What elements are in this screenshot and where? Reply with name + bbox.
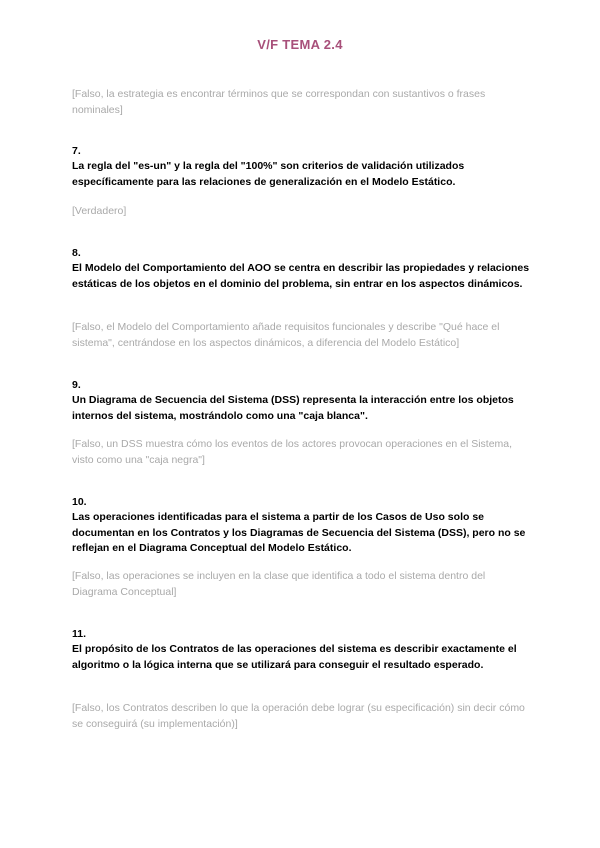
answer-8: [Falso, el Modelo del Comportamiento añade requisitos funcionales y describe "Qué hace el sistema", centrándose en los aspectos dinámicos, a diferencia del Modelo Estático] bbox=[72, 321, 500, 349]
answer-10: [Falso, las operaciones se incluyen en la clase que identifica a todo el sistema dentro del Diagrama Conceptual] bbox=[72, 570, 486, 598]
question-number-7: 7. bbox=[72, 145, 81, 157]
question-number-8: 8. bbox=[72, 247, 81, 259]
question-text-10: Las operaciones identificadas para el sistema a partir de los Casos de Uso solo se documentan en los Contratos y los Diagramas de Secuencia del Sistema (DSS), pero no se reflejan en el Diagrama Conceptual del Modelo Estático. bbox=[72, 511, 526, 554]
question-number-11: 11. bbox=[72, 628, 87, 640]
answer-11: [Falso, los Contratos describen lo que la operación debe lograr (su especificación) sin decir cómo se conseguirá (su implementación)] bbox=[72, 702, 525, 730]
page-title: V/F TEMA 2.4 bbox=[257, 37, 343, 52]
answer-7: [Verdadero] bbox=[72, 205, 127, 217]
answer-9: [Falso, un DSS muestra cómo los eventos de los actores provocan operaciones en el Sistema, visto como una "caja negra"] bbox=[72, 438, 513, 466]
question-text-11: El propósito de los Contratos de las operaciones del sistema es describir exactamente el algoritmo o la lógica interna que se utilizará para conseguir el resultado esperado. bbox=[72, 643, 517, 671]
question-text-8: El Modelo del Comportamiento del AOO se centra en describir las propiedades y relaciones estáticas de los objetos en el dominio del problema, sin entrar en los aspectos dinámicos. bbox=[72, 262, 530, 290]
answer-6: [Falso, la estrategia es encontrar términos que se correspondan con sustantivos o frases nominales] bbox=[72, 88, 486, 116]
question-number-10: 10. bbox=[72, 496, 87, 508]
question-text-9: Un Diagrama de Secuencia del Sistema (DSS) representa la interacción entre los objetos internos del sistema, mostrándolo como una "caja blanca". bbox=[72, 394, 514, 422]
question-text-7: La regla del "es-un" y la regla del "100%" son criterios de validación utilizados específicamente para las relaciones de generalización en el Modelo Estático. bbox=[72, 160, 465, 188]
question-number-9: 9. bbox=[72, 379, 81, 391]
